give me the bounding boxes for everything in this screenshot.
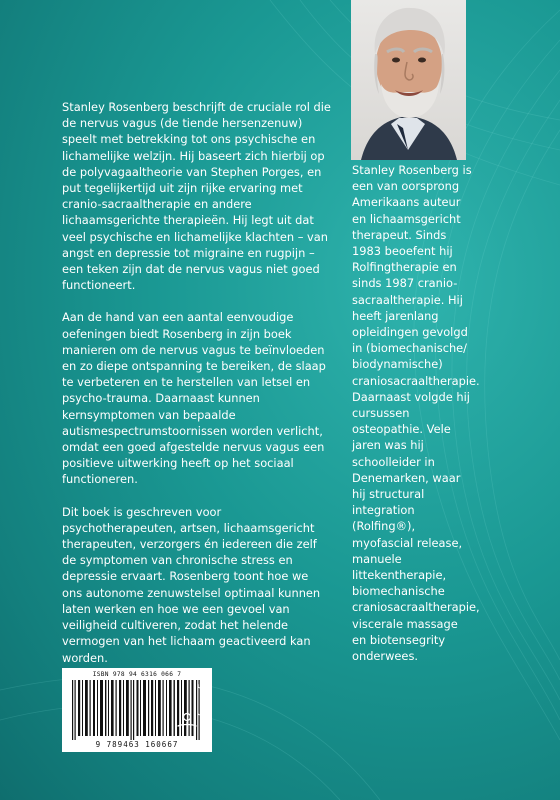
back-cover-description (62, 99, 332, 682)
author-bio: Stanley Rosenberg is een van oorsprong Amerikaans auteur en lichaamsgericht therapeut. Sinds 1983 beoefent hij Rolfingtherapie en sinds 1987 cranio-sacraaltherapie. Hij heeft jarenlang opleidingen gevolgd in (biomechanische/ biodynamische) craniosacraaltherapie. Daarnaast volgde hij cursussen osteopathie. Vele jaren was hij schoolleider in Denemarken, waar hij structural integration (Rolfing®), myofascial release, manuele littekentherapie, biomechanische craniosacraaltherapie, viscerale massage en biotensegrity onderwees. (352, 163, 480, 664)
publisher-mark (192, 668, 214, 752)
description-paragraph-1: Stanley Rosenberg beschrijft de cruciale rol die de nervus vagus (de tiende hersenzenuw) speelt met betrekking tot ons psychische en lichamelijke welzijn. Hij baseert zich hierbij op de polyvagaaltheorie van Stephen Porges, en put tegelijkertijd uit zijn rijke ervaring met cranio-sacraaltherapie en andere lichaamsgerichte therapieën. Hij legt uit dat veel psychische en lichamelijke klachten – van angst en depressie tot migraine en rugpijn – een teken zijn dat de nervus vagus niet goed functioneert. (62, 100, 331, 293)
isbn-label: ISBN 978 94 6316 066 7 (92, 671, 182, 678)
description-paragraph-2: Aan de hand van een aantal eenvoudige oefeningen biedt Rosenberg in zijn boek manieren om de nervus vagus te beïnvloeden en zo diepe ontspanning te bereiken, de slaap te verbeteren en te herstellen van letsel en psycho-trauma. Daarnaast kunnen kernsymptomen van bepaalde autismespectrumstoornissen worden verlicht, omdat een goed afgestelde nervus vagus een positieve uitwerking heeft op het sociaal functioneren. (62, 310, 326, 487)
isbn-digits: 9 789463 160667 (95, 740, 179, 749)
publisher-name: Uitgeverij Mens! (197, 670, 207, 749)
description-paragraph-3: Dit boek is geschreven voor psychotherapeuten, artsen, lichaamsgericht therapeuten, verzorgers én iedereen die zelf de symptomen van chronische stress en depressie ervaart. Rosenberg toont hoe we ons autonome zenuwstelsel optimaal kunnen laten werken en hoe we een gevoel van veiligheid cultiveren, zodat het helende vermogen van het lichaam geactiveerd kan worden. (62, 504, 321, 665)
author-photo (351, 0, 466, 160)
human-figure-icon (174, 712, 200, 752)
